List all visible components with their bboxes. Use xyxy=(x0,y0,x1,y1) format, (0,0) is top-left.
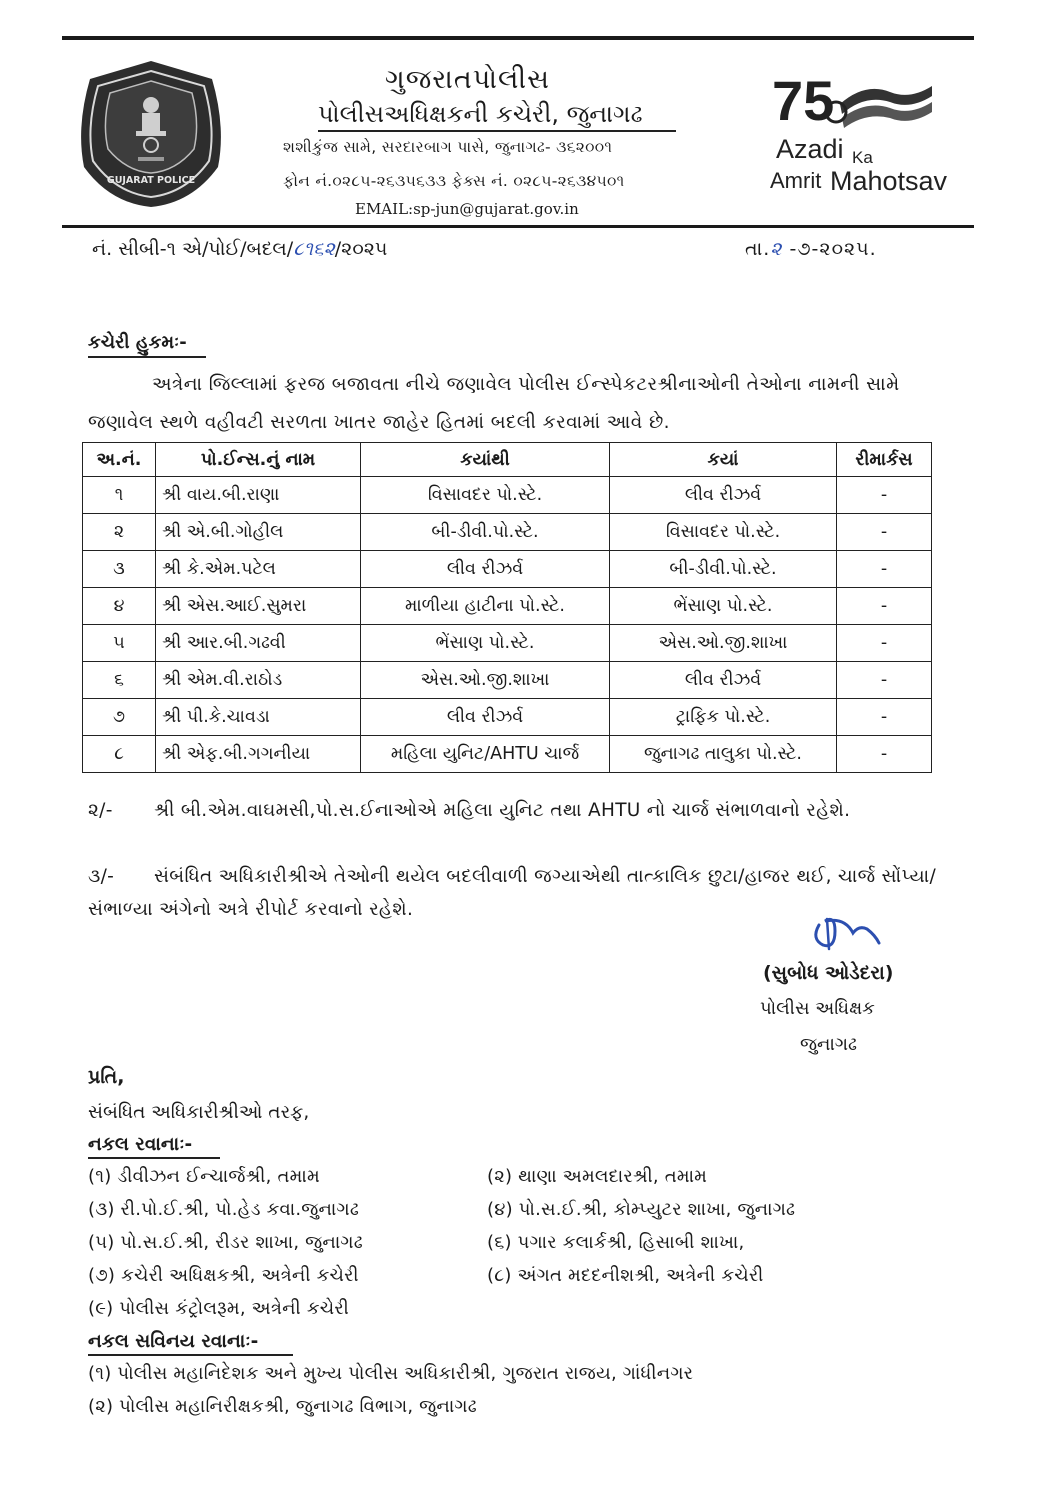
cell-to: બી-ડીવી.પો.સ્ટે. xyxy=(610,551,837,588)
cell-to: ટ્રાફિક પો.સ્ટે. xyxy=(610,699,837,736)
copy-item: (૪) પો.સ.ઈ.શ્રી, કોમ્પ્યુટર શાખા, જુનાગઢ xyxy=(487,1199,796,1220)
table-row xyxy=(83,551,932,588)
respect-copy-heading: નકલ સવિનય રવાનાઃ- xyxy=(88,1331,259,1352)
cell-name: શ્રી વાય.બી.રાણા xyxy=(156,477,361,514)
ref-prefix: નં. સીબી-૧ એ/પોઈ/બદલ/ xyxy=(92,238,294,260)
cell-to: લીવ રીઝર્વ xyxy=(610,662,837,699)
cell-to: જુનાગઢ તાલુકા પો.સ્ટે. xyxy=(610,736,837,773)
header-top-rule xyxy=(62,36,974,40)
cell-remarks: - xyxy=(837,625,932,662)
cell-remarks: - xyxy=(837,588,932,625)
to-label: પ્રતિ, xyxy=(88,1066,125,1088)
logo-azadi: Azadi xyxy=(776,134,844,164)
cell-from: મહિલા યુનિટ/AHTU ચાર્જ xyxy=(361,736,610,773)
copy-item: (૨) થાણા અમલદારશ્રી, તમામ xyxy=(487,1166,708,1187)
cell-serial: ૩ xyxy=(83,551,156,588)
copy-item: (૬) પગાર કલાર્કશ્રી, હિસાબી શાખા, xyxy=(487,1232,745,1253)
cell-remarks: - xyxy=(837,551,932,588)
table-row xyxy=(83,477,932,514)
cell-serial: ૭ xyxy=(83,699,156,736)
cell-from: લીવ રીઝર્વ xyxy=(361,551,610,588)
cell-to: વિસાવદર પો.સ્ટે. xyxy=(610,514,837,551)
copy-item: (૧) ડીવીઝન ઈન્ચાર્જશ્રી, તમામ xyxy=(88,1166,320,1187)
cell-from: બી-ડીવી.પો.સ્ટે. xyxy=(361,514,610,551)
copy-item: (૩) રી.પો.ઈ.શ્રી, પો.હેડ કવા.જુનાગઢ xyxy=(88,1199,360,1220)
col-name-header: પો.ઈન્સ.નું નામ xyxy=(156,443,361,477)
badge-text: GUJARAT POLICE xyxy=(106,175,196,186)
transfer-table xyxy=(82,442,932,773)
respect-heading-underline xyxy=(88,1354,293,1356)
col-to-header: કયાં xyxy=(610,443,837,477)
table-row xyxy=(83,625,932,662)
table-row xyxy=(83,662,932,699)
table-row xyxy=(83,514,932,551)
azadi-ka-amrit-mahotsav-logo xyxy=(770,64,948,204)
col-serial-header: અ.નં. xyxy=(83,443,156,477)
copy-heading-underline xyxy=(88,1157,220,1159)
org-title: ગુજરાતપોલીસ xyxy=(385,64,551,95)
table-header-row xyxy=(83,443,932,477)
copy-item: (૫) પો.સ.ઈ.શ્રી, રીડર શાખા, જુનાગઢ xyxy=(88,1232,363,1253)
note-text: શ્રી બી.એમ.વાઘમસી,પો.સ.ઈનાઓએ મહિલા યુનિટ તથા AHTU નો ચાર્જ સંભાળવાનો રહેશે. xyxy=(154,800,851,821)
signatory-place: જુનાગઢ xyxy=(800,1034,857,1055)
table-row xyxy=(83,588,932,625)
cell-remarks: - xyxy=(837,662,932,699)
col-from-header: કયાંથી xyxy=(361,443,610,477)
date-suffix: -૭-૨૦૨૫. xyxy=(782,238,877,260)
cell-remarks: - xyxy=(837,699,932,736)
logo-number: 75 xyxy=(772,69,835,132)
cell-remarks: - xyxy=(837,736,932,773)
cell-serial: ૫ xyxy=(83,625,156,662)
cell-from: લીવ રીઝર્વ xyxy=(361,699,610,736)
note-2 xyxy=(88,794,938,827)
order-paragraph: અત્રેના જિલ્લામાં ફરજ બજાવતા નીચે જણાવેલ પોલીસ ઈન્સ્પેકટરશ્રીનાઓની તેઓના નામની સામે જણાવેલ સ્થળે વહીવટી સરળતા ખાતર જાહેર હિતમાં બદલી કરવામાં આવે છે. xyxy=(88,374,900,433)
date-handwritten: ૨ xyxy=(770,238,783,260)
cell-name: શ્રી એસ.આઈ.સુમરા xyxy=(156,588,361,625)
cell-from: એસ.ઓ.જી.શાખા xyxy=(361,662,610,699)
office-address: શશીકુંજ સામે, સરદારબાગ પાસે, જુનાગઢ- ૩૬૨૦૦૧ xyxy=(283,138,613,156)
cell-to: લીવ રીઝર્વ xyxy=(610,477,837,514)
cell-name: શ્રી એ.બી.ગોહીલ xyxy=(156,514,361,551)
signatory-name: (સુબોધ ઓડેદરા) xyxy=(763,962,894,984)
date-prefix: તા. xyxy=(745,238,771,260)
to-text: સંબંધિત અધિકારીશ્રીઓ તરફ, xyxy=(88,1102,310,1123)
flag-75-icon xyxy=(770,64,940,144)
cell-name: શ્રી પી.કે.ચાવડા xyxy=(156,699,361,736)
cell-from: માળીયા હાટીના પો.સ્ટે. xyxy=(361,588,610,625)
office-name: પોલીસઅધિક્ષકની કચેરી, જુનાગઢ xyxy=(318,100,643,128)
copy-item: (૯) પોલીસ કંટ્રોલરૂમ, અત્રેની કચેરી xyxy=(88,1298,349,1319)
cell-name: શ્રી એમ.વી.રાઠોડ xyxy=(156,662,361,699)
respect-copy-item: (૧) પોલીસ મહાનિદેશક અને મુખ્ય પોલીસ અધિકારીશ્રી, ગુજરાત રાજય, ગાંધીનગર xyxy=(88,1363,694,1384)
order-heading: કચેરી હુકમઃ- xyxy=(88,332,187,353)
order-heading-underline xyxy=(88,356,206,358)
cell-serial: ૮ xyxy=(83,736,156,773)
table-row xyxy=(83,699,932,736)
cell-name: શ્રી કે.એમ.પટેલ xyxy=(156,551,361,588)
reference-number xyxy=(92,238,387,260)
col-remarks-header: રીમાર્કસ xyxy=(837,443,932,477)
logo-amrit: Amrit xyxy=(770,168,822,193)
reference-date xyxy=(745,238,877,260)
signature-mark-icon xyxy=(805,905,885,960)
ref-handwritten: ૮૧૬૨ xyxy=(293,238,335,260)
note-number: ૩/- xyxy=(88,866,115,887)
signatory-designation: પોલીસ અધિક્ષક xyxy=(760,998,875,1019)
cell-name: શ્રી એફ.બી.ગગનીયા xyxy=(156,736,361,773)
header-bottom-rule xyxy=(62,225,974,228)
office-email[interactable]: EMAIL:sp-jun@gujarat.gov.in xyxy=(355,200,579,218)
cell-serial: ૪ xyxy=(83,588,156,625)
cell-to: ભેંસાણ પો.સ્ટે. xyxy=(610,588,837,625)
cell-serial: ૧ xyxy=(83,477,156,514)
gujarat-police-badge-icon xyxy=(72,57,230,209)
cell-serial: ૨ xyxy=(83,514,156,551)
cell-from: ભેંસાણ પો.સ્ટે. xyxy=(361,625,610,662)
copy-heading: નકલ રવાનાઃ- xyxy=(88,1134,193,1155)
logo-mahotsav: Mahotsav xyxy=(830,166,948,196)
respect-copy-item: (૨) પોલીસ મહાનિરીક્ષકશ્રી, જુનાગઢ વિભાગ, જુનાગઢ xyxy=(88,1396,477,1417)
cell-remarks: - xyxy=(837,514,932,551)
office-phone-fax: ફોન નં.૦૨૮૫-૨૬૩૫૬૩૩ ફેક્સ નં. ૦૨૮૫-૨૬૩૪૫૦૧ xyxy=(283,172,625,190)
note-number: ૨/- xyxy=(88,800,113,821)
table-row xyxy=(83,736,932,773)
cell-from: વિસાવદર પો.સ્ટે. xyxy=(361,477,610,514)
logo-ka: Ka xyxy=(852,148,873,167)
copy-item: (૮) અંગત મદદનીશશ્રી, અત્રેની કચેરી xyxy=(487,1265,764,1286)
cell-name: શ્રી આર.બી.ગઢવી xyxy=(156,625,361,662)
office-underline xyxy=(318,130,676,132)
cell-to: એસ.ઓ.જી.શાખા xyxy=(610,625,837,662)
ref-suffix: /૨૦૨૫ xyxy=(334,238,388,260)
note-text: સંબંધિત અધિકારીશ્રીએ તેઓની થયેલ બદલીવાળી જગ્યાએથી તાત્કાલિક છુટા/હાજર થઈ, ચાર્જ સોંપ્યા/સંભાળ્યા અંગેનો અત્રે રીપોર્ટ કરવાનો રહેશે. xyxy=(88,866,936,920)
cell-serial: ૬ xyxy=(83,662,156,699)
copy-item: (૭) કચેરી અધિક્ષકશ્રી, અત્રેની કચેરી xyxy=(88,1265,359,1286)
cell-remarks: - xyxy=(837,477,932,514)
